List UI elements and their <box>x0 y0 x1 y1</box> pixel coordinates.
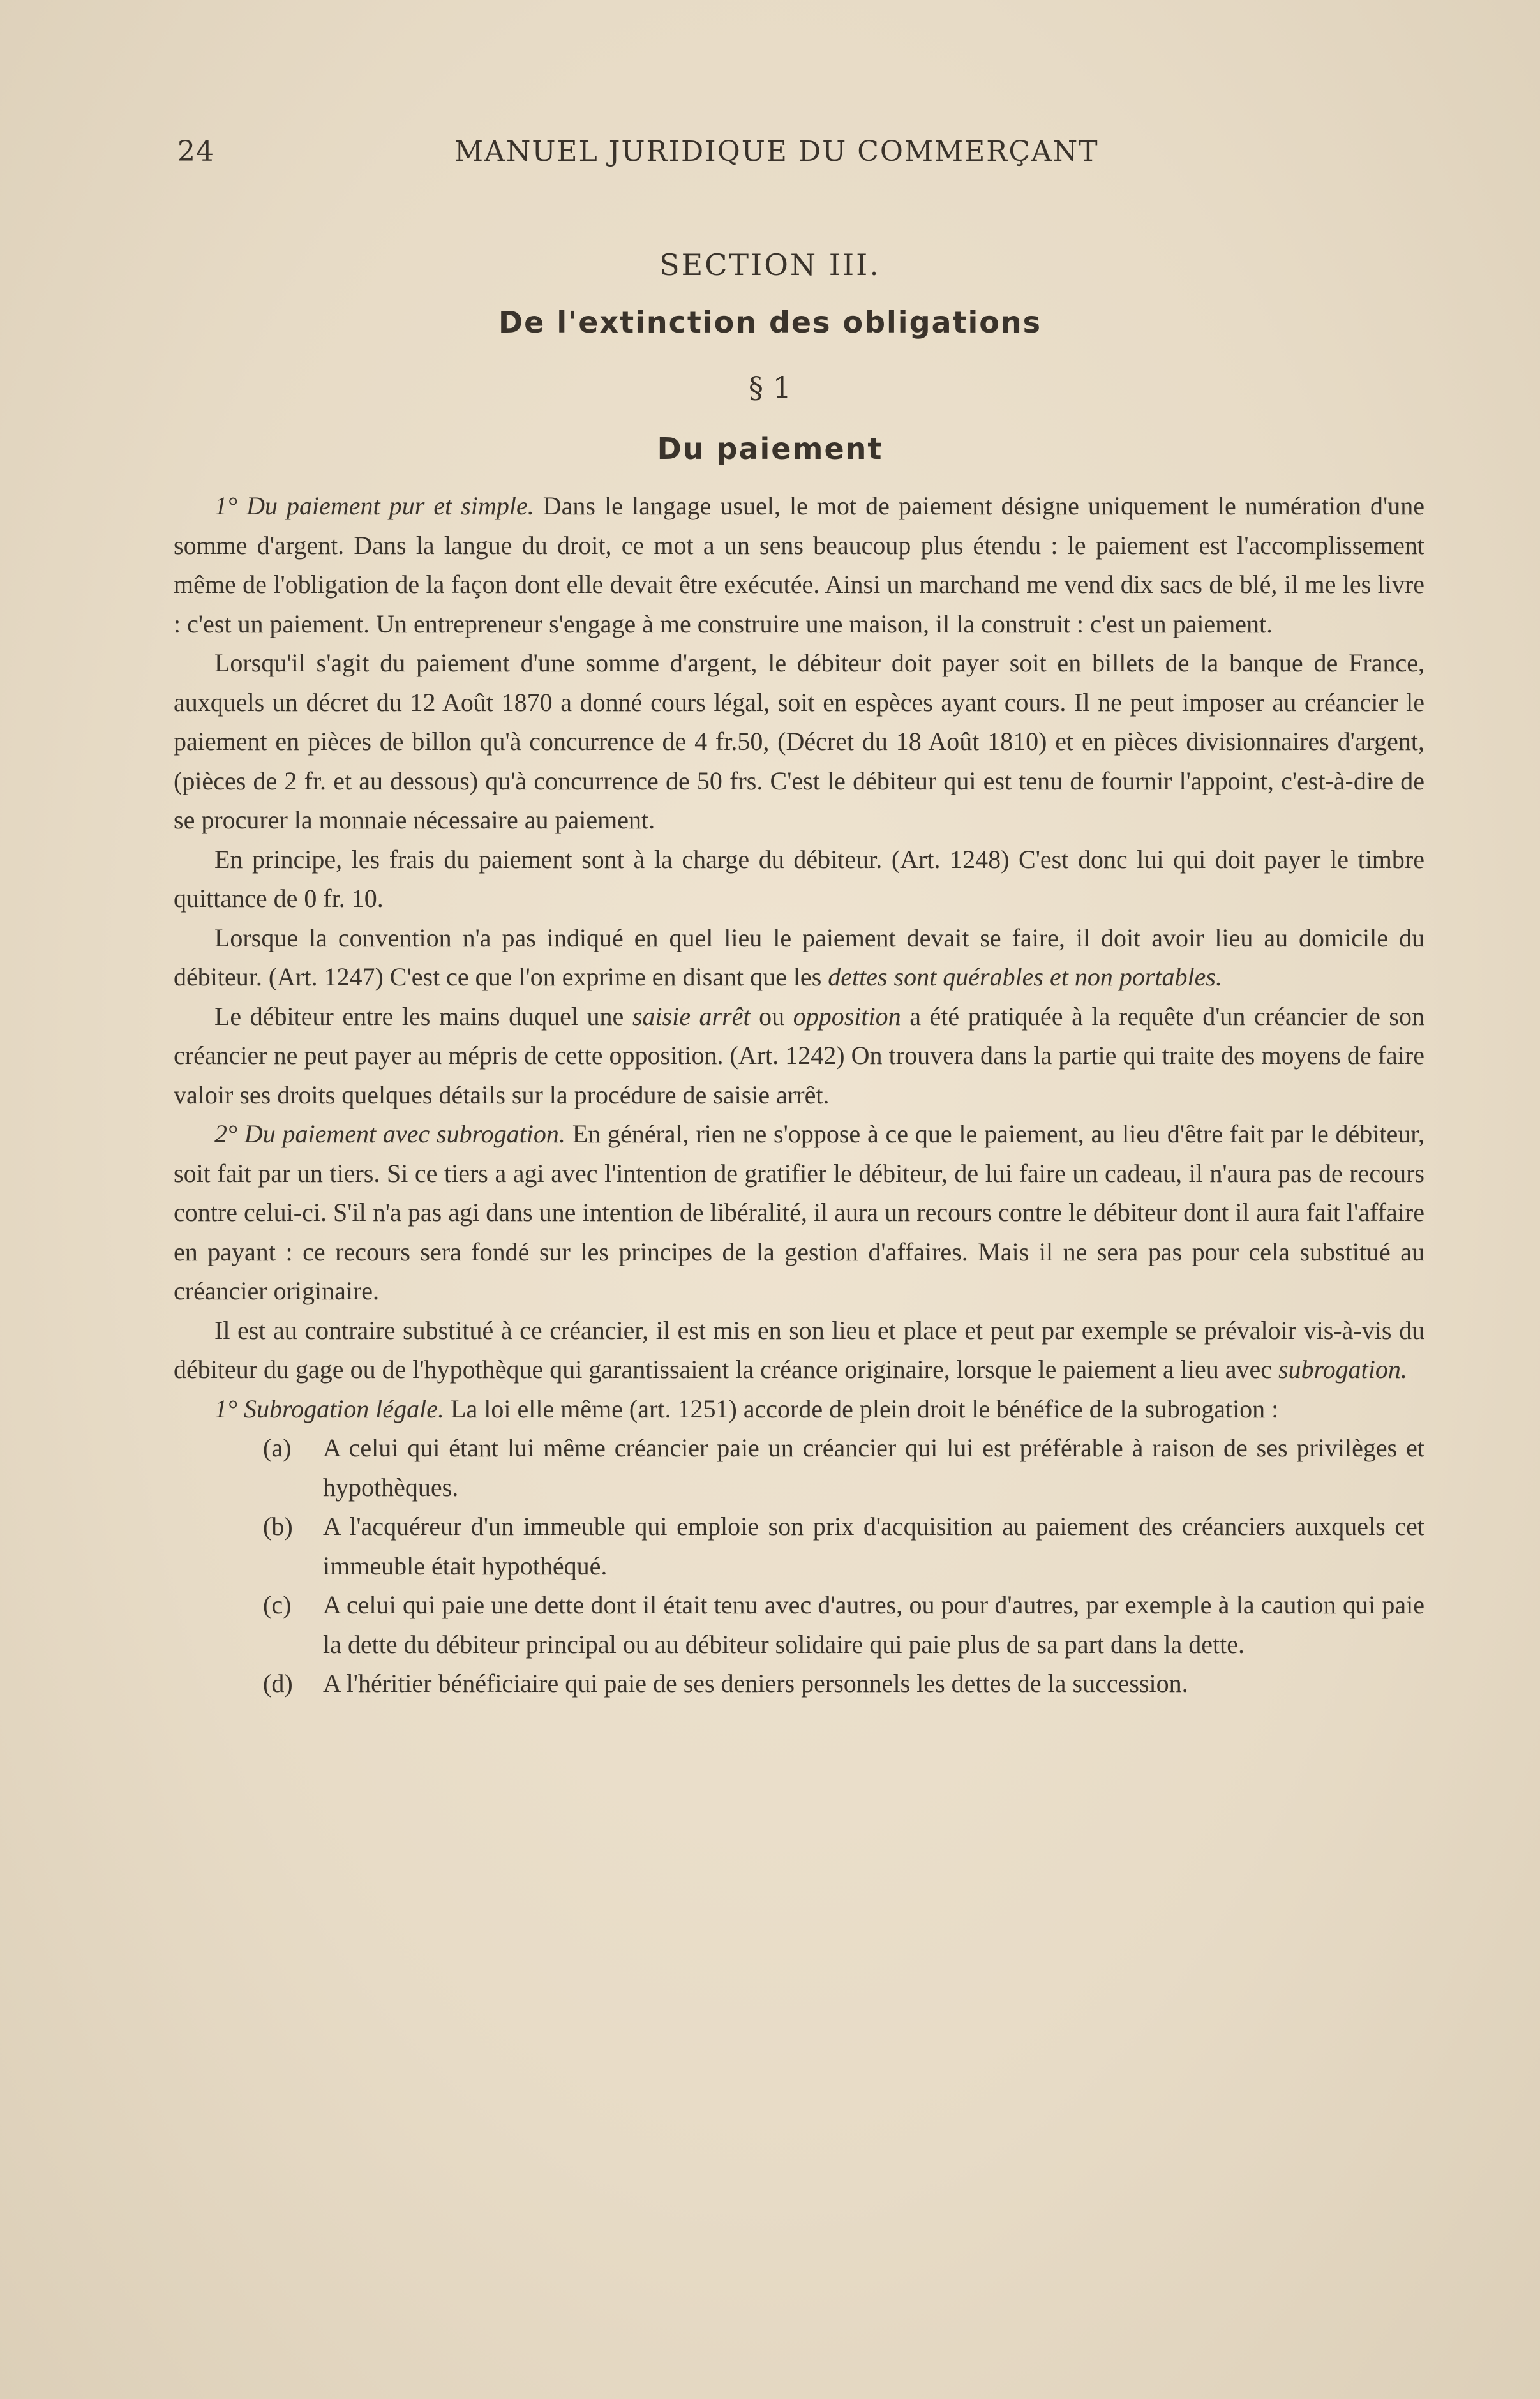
paragraph-lead: 1° Du paiement pur et simple. <box>214 491 534 520</box>
paragraph-text: Lorsque la convention n'a pas indiqué en quel lieu le paiement devait se faire, il doit avoir lieu au domicile du débiteur. (Art. 1247) C'est ce que l'on exprime en disant que les <box>174 923 1424 991</box>
list-marker: (a) <box>263 1433 292 1462</box>
list-item <box>214 1428 1424 1507</box>
paragraph <box>174 643 1424 840</box>
list-item-text: A celui qui paie une dette dont il était tenu avec d'autres, ou pour d'autres, par exemple à la caution qui paie la dette du débiteur principal ou au débiteur solidaire qui paie plus de sa part dans la dette. <box>323 1590 1424 1659</box>
paragraph-text: Dans le langage usuel, le mot de paiement désigne uniquement le numération d'une somme d'argent. Dans la langue du droit, ce mot a un sens beaucoup plus étendu : le paiement est l'accomplissement même de l'obligation de la façon dont elle devait être exécutée. Ainsi un marchand me vend dix sacs de blé, il me les livre : c'est un paiement. Un entrepreneur s'engage à me construire une maison, il la construit : c'est un paiement. <box>174 491 1424 638</box>
paragraph-text: En principe, les frais du paiement sont à la charge du débiteur. (Art. 1248) C'est donc lui qui doit payer le timbre quittance de 0 fr. 10. <box>174 844 1424 913</box>
italic-term: subrogation. <box>1278 1355 1407 1384</box>
list-item <box>214 1507 1424 1585</box>
paragraph <box>174 918 1424 997</box>
paragraph-text: Lorsqu'il s'agit du paiement d'une somme d'argent, le débiteur doit payer soit en billets de la banque de France, auxquels un décret du 12 Août 1870 a donné cours légal, soit en espèces ayant cours. Il ne peut imposer au créancier le paiement en pièces de billon qu'à concurrence de 4 fr.50, (Décret du 18 Août 1810) et en pièces divisionnaires d'argent, (pièces de 2 fr. et au dessous) qu'à concurrence de 50 frs. C'est le débiteur qui est tenu de fournir l'appoint, c'est-à-dire de se procurer la monnaie nécessaire au paiement. <box>174 648 1424 834</box>
paragraph <box>174 840 1424 918</box>
list-marker: (d) <box>263 1669 293 1698</box>
page-header <box>167 135 1163 174</box>
list-item <box>214 1664 1424 1703</box>
running-title: MANUEL JURIDIQUE DU COMMERÇANT <box>454 135 1099 168</box>
paragraph-text: La loi elle même (art. 1251) accorde de plein droit le bénéfice de la subrogation : <box>444 1394 1279 1423</box>
paragraph <box>174 1311 1424 1389</box>
paragraph <box>174 997 1424 1115</box>
list-item <box>214 1585 1424 1664</box>
body-text <box>174 486 1424 1703</box>
paragraph-text: a été pratiquée à la requête d'un créancier de son créancier ne peut payer au mépris de cette opposition. (Art. 1242) On trouvera dans la partie qui traite des moyens de faire valoir ses droits quelques détails sur la procédure de saisie arrêt. <box>174 1001 1424 1109</box>
list-item-text: A l'héritier bénéficiaire qui paie de ses deniers personnels les dettes de la succession. <box>323 1669 1188 1698</box>
paragraph <box>174 1389 1424 1429</box>
paragraph <box>174 1114 1424 1311</box>
paragraph-lead: 2° Du paiement avec subrogation. <box>214 1119 565 1148</box>
paragraph-text: Il est au contraire substitué à ce créancier, il est mis en son lieu et place et peut par exemple se prévaloir vis-à-vis du débiteur du gage ou de l'hypothèque qui garantissaient la créance originaire, lorsque le paiement a lieu avec <box>174 1315 1424 1384</box>
paragraph-text: En général, rien ne s'oppose à ce que le paiement, au lieu d'être fait par le débiteur, soit fait par un tiers. Si ce tiers a agi avec l'intention de gratifier le débiteur, de lui faire un cadeau, il n'aura pas de recours contre celui-ci. S'il n'a pas agi dans une intention de libéralité, il aura un recours contre le débiteur dont il aura fait l'affaire en payant : ce recours sera fondé sur les principes de la gestion d'affaires. Mais il ne sera pas pour cela substitué au créancier originaire. <box>174 1119 1424 1305</box>
italic-term: opposition <box>793 1001 901 1031</box>
page-number: 24 <box>177 135 214 168</box>
subrogation-list <box>174 1428 1424 1703</box>
section-heading: De l'extinction des obligations <box>498 305 1042 340</box>
paragraph <box>174 486 1424 643</box>
subheading: Du paiement <box>657 431 883 466</box>
list-item-text: A celui qui étant lui même créancier paie un créancier qui lui est préférable à raison de ses privilèges et hypothèques. <box>323 1433 1424 1502</box>
italic-term: saisie arrêt <box>632 1001 751 1031</box>
paragraph-lead: 1° Subrogation légale. <box>214 1394 445 1423</box>
list-marker: (b) <box>263 1512 293 1541</box>
paragraph-mark: § 1 <box>749 370 791 405</box>
italic-term: dettes sont quérables et non portables. <box>828 962 1222 991</box>
list-marker: (c) <box>263 1590 292 1619</box>
paragraph-text: Le débiteur entre les mains duquel une <box>214 1001 632 1031</box>
list-item-text: A l'acquéreur d'un immeuble qui emploie son prix d'acquisition au paiement des créanciers auxquels cet immeuble était hypothéqué. <box>323 1512 1424 1580</box>
section-title: SECTION III. <box>659 248 881 282</box>
paragraph-text: ou <box>750 1001 793 1031</box>
